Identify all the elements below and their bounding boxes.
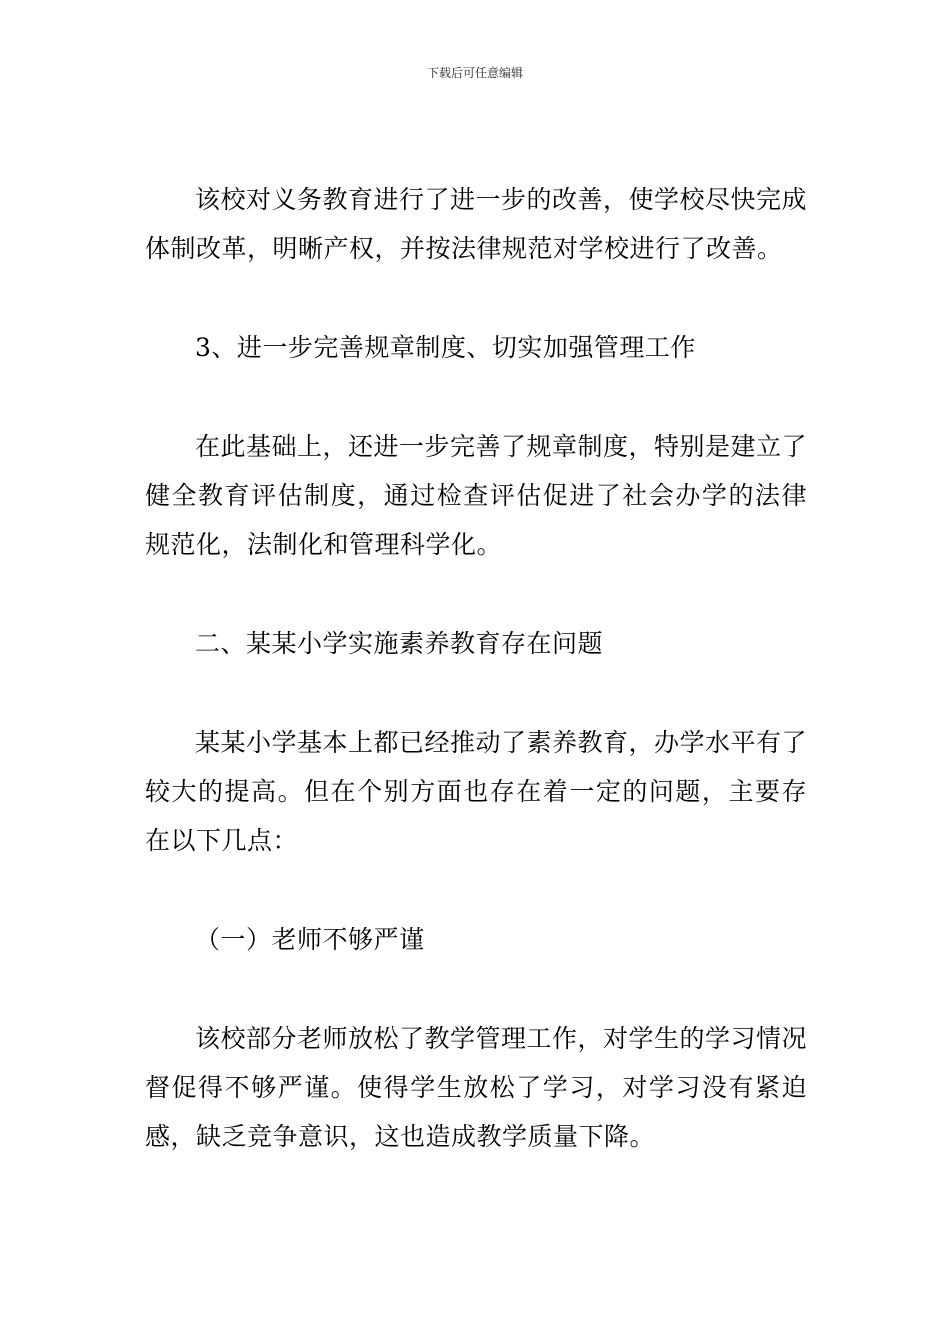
paragraph-evaluation-system: 在此基础上，还进一步完善了规章制度，特别是建立了健全教育评估制度，通过检查评估促进了社会办学的法律规范化，法制化和管理科学化。 — [145, 432, 808, 559]
heading-problems: 二、某某小学实施素养教育存在问题 — [195, 629, 604, 658]
paragraph-quality-education: 某某小学基本上都已经推动了素养教育，办学水平有了较大的提高。但在个别方面也存在着一定的问题，主要存在以下几点： — [145, 728, 808, 855]
paragraph-school-reform: 该校对义务教育进行了进一步的改善，使学校尽快完成体制改革，明晰产权，并按法律规范对学校进行了改善。 — [145, 185, 808, 263]
heading-improve-rules: 3、进一步完善规章制度、切实加强管理工作 — [195, 333, 696, 362]
paragraph-teaching-management: 该校部分老师放松了教学管理工作，对学生的学习情况督促得不够严谨。使得学生放松了学习，对学习没有紧迫感，缺乏竞争意识，这也造成教学质量下降。 — [145, 1024, 808, 1151]
page-header: 下载后可任意编辑 — [426, 66, 523, 80]
heading-teachers-not-rigorous: （一）老师不够严谨 — [195, 925, 425, 954]
document-body — [145, 175, 807, 1161]
